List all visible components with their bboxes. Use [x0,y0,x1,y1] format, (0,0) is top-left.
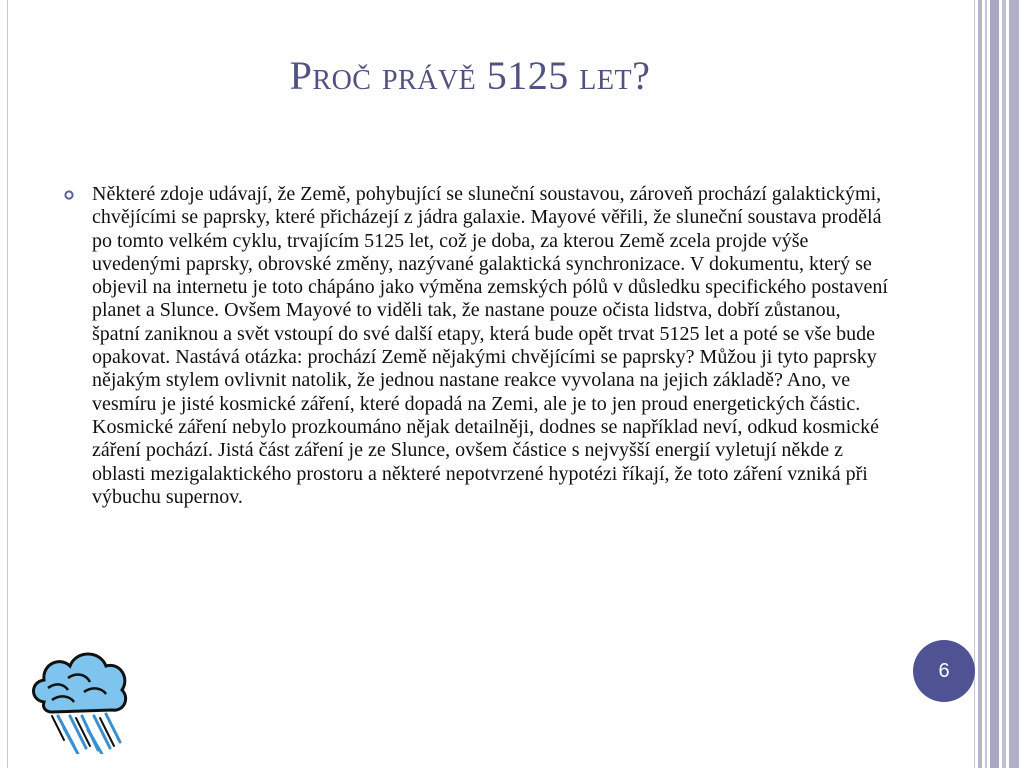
slide-title: Proč právě 5125 let? [289,53,651,98]
rain-cloud-icon [28,642,132,754]
ring-bullet-icon [64,190,74,200]
slide-body-text: Některé zdoje udávají, že Země, pohybující se sluneční soustavou, zároveň prochází galaktickými, chvějícími se paprsky, které přicházejí z jádra galaxie. Mayové věřili, že sluneční soustava prodělá po tomto velkém cyklu, trvajícím 5125 let, což je doba, za kterou Země zcela projde výše uvedenými paprsky, obrovské změny, nazývané galaktická synchronizace. V dokumentu, který se objevil na internetu je toto chápáno jako výměna zemských pólů v důsledku specifického postavení planet a Slunce. Ovšem Mayové to viděli tak, že nastane pouze očista lidstva, dobří zůstanou, špatní zaniknou a svět vstoupí do své další etapy, která bude opět trvat 5125 let a poté se vše bude opakovat. Nastává otázka: prochází Země nějakými chvějícími se paprsky? Můžou ji tyto paprsky nějakým stylem ovlivnit natolik, že jednou nastane reakce vyvolana na jejich základě? Ano, ve vesmíru je jisté kosmické záření, které dopadá na Zemi, ale je to jen proud energetických částic. Kosmické záření nebylo prozkoumáno nějak detailněji, dodnes se například neví, odkud kosmické záření pochází. Jistá část záření je ze Slunce, ovšem částice s nejvyšší energií vyletují někde z oblasti mezigalaktického prostoru a některé nepotvrzené hypotézi říkají, že toto záření vzniká při výbuchu supernov. [92,183,888,508]
page-number-badge: 6 [913,640,975,702]
